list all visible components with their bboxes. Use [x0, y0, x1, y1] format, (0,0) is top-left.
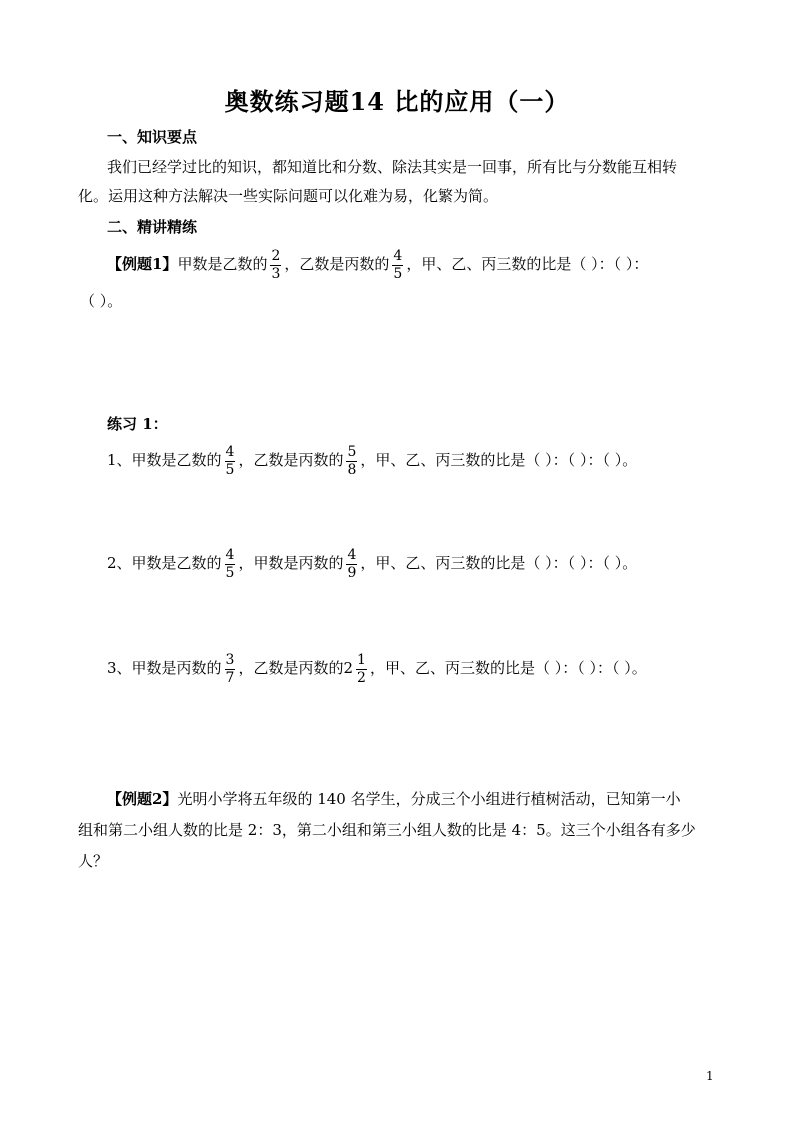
fraction-numerator: 2 — [271, 247, 281, 264]
example2-text-1: 光明小学将五年级的 140 名学生，分成三个小组进行植树活动，已知第一小 — [177, 790, 681, 808]
example2-line-2: 组和第二小组人数的比是 2：3，第二小组和第三小组人数的比是 4：5。这三个小组各有多少 — [78, 821, 696, 839]
q1-fraction-2 — [346, 444, 357, 479]
example1-fraction-2 — [392, 248, 403, 283]
fraction-denominator: 2 — [357, 669, 366, 686]
q1-fraction-1 — [225, 444, 236, 479]
fraction-numerator: 5 — [347, 443, 357, 460]
example2-line-3: 人？ — [78, 852, 109, 870]
knowledge-paragraph-line-2: 化。运用这种方法解决一些实际问题可以化难为易，化繁为简。 — [78, 187, 499, 205]
page-number: 1 — [706, 1069, 714, 1083]
q2-text-1: 2、甲数是乙数的 — [107, 554, 222, 572]
fraction-numerator: 4 — [347, 546, 357, 563]
fraction-denominator: 8 — [347, 461, 357, 478]
fraction-denominator: 5 — [393, 265, 403, 282]
fraction-denominator: 7 — [225, 669, 235, 686]
example1-text-1: 甲数是乙数的 — [177, 255, 268, 273]
fraction-denominator: 3 — [271, 265, 281, 282]
q2-text-3: ，甲、乙、丙三数的比是（ ）：（ ）：（ ）。 — [360, 554, 638, 572]
q1-text-2: ，乙数是丙数的 — [238, 451, 344, 469]
q3-text-3: ，甲、乙、丙三数的比是（ ）：（ ）：（ ）。 — [369, 659, 647, 677]
q3-text-2: ，乙数是丙数的2 — [238, 659, 354, 677]
fraction-numerator: 1 — [357, 651, 366, 668]
q2-fraction-2 — [346, 547, 357, 582]
fraction-denominator: 5 — [225, 461, 235, 478]
example1-line-2: （ ）。 — [80, 292, 123, 310]
page-title: 奥数练习题14 比的应用（一） — [224, 87, 570, 116]
fraction-numerator: 4 — [225, 546, 235, 563]
example1-label: 【例题1】 — [107, 255, 178, 273]
q1-text-1: 1、甲数是乙数的 — [107, 451, 222, 469]
q2-fraction-1 — [225, 547, 236, 582]
example2-label: 【例题2】 — [107, 790, 178, 808]
example1-line-1 — [107, 246, 648, 283]
fraction-denominator: 9 — [347, 564, 357, 581]
q3-text-1: 3、甲数是丙数的 — [107, 659, 222, 677]
q2-text-2: ，甲数是丙数的 — [238, 554, 344, 572]
example1-text-2: ，乙数是丙数的 — [284, 255, 390, 273]
example1-fraction-1 — [270, 248, 281, 283]
knowledge-heading: 一、知识要点 — [107, 128, 198, 146]
fraction-numerator: 3 — [225, 651, 235, 668]
exercise1-heading: 练习 1： — [107, 415, 168, 433]
fraction-denominator: 5 — [225, 564, 235, 581]
exercise1-question-1 — [107, 442, 637, 479]
knowledge-paragraph-line-1: 我们已经学过比的知识，都知道比和分数、除法其实是一回事，所有比与分数能互相转 — [107, 158, 678, 176]
fraction-numerator: 4 — [393, 247, 403, 264]
example2-line-1 — [107, 789, 681, 809]
q3-fraction-2 — [356, 652, 367, 687]
q3-fraction-1 — [225, 652, 236, 687]
example1-text-3: ，甲、乙、丙三数的比是（ ）：（ ）： — [406, 255, 649, 273]
practice-heading: 二、精讲精练 — [107, 218, 198, 236]
fraction-numerator: 4 — [225, 443, 235, 460]
q1-text-3: ，甲、乙、丙三数的比是（ ）：（ ）：（ ）。 — [360, 451, 638, 469]
exercise1-question-3 — [107, 650, 647, 687]
exercise1-question-2 — [107, 545, 637, 582]
